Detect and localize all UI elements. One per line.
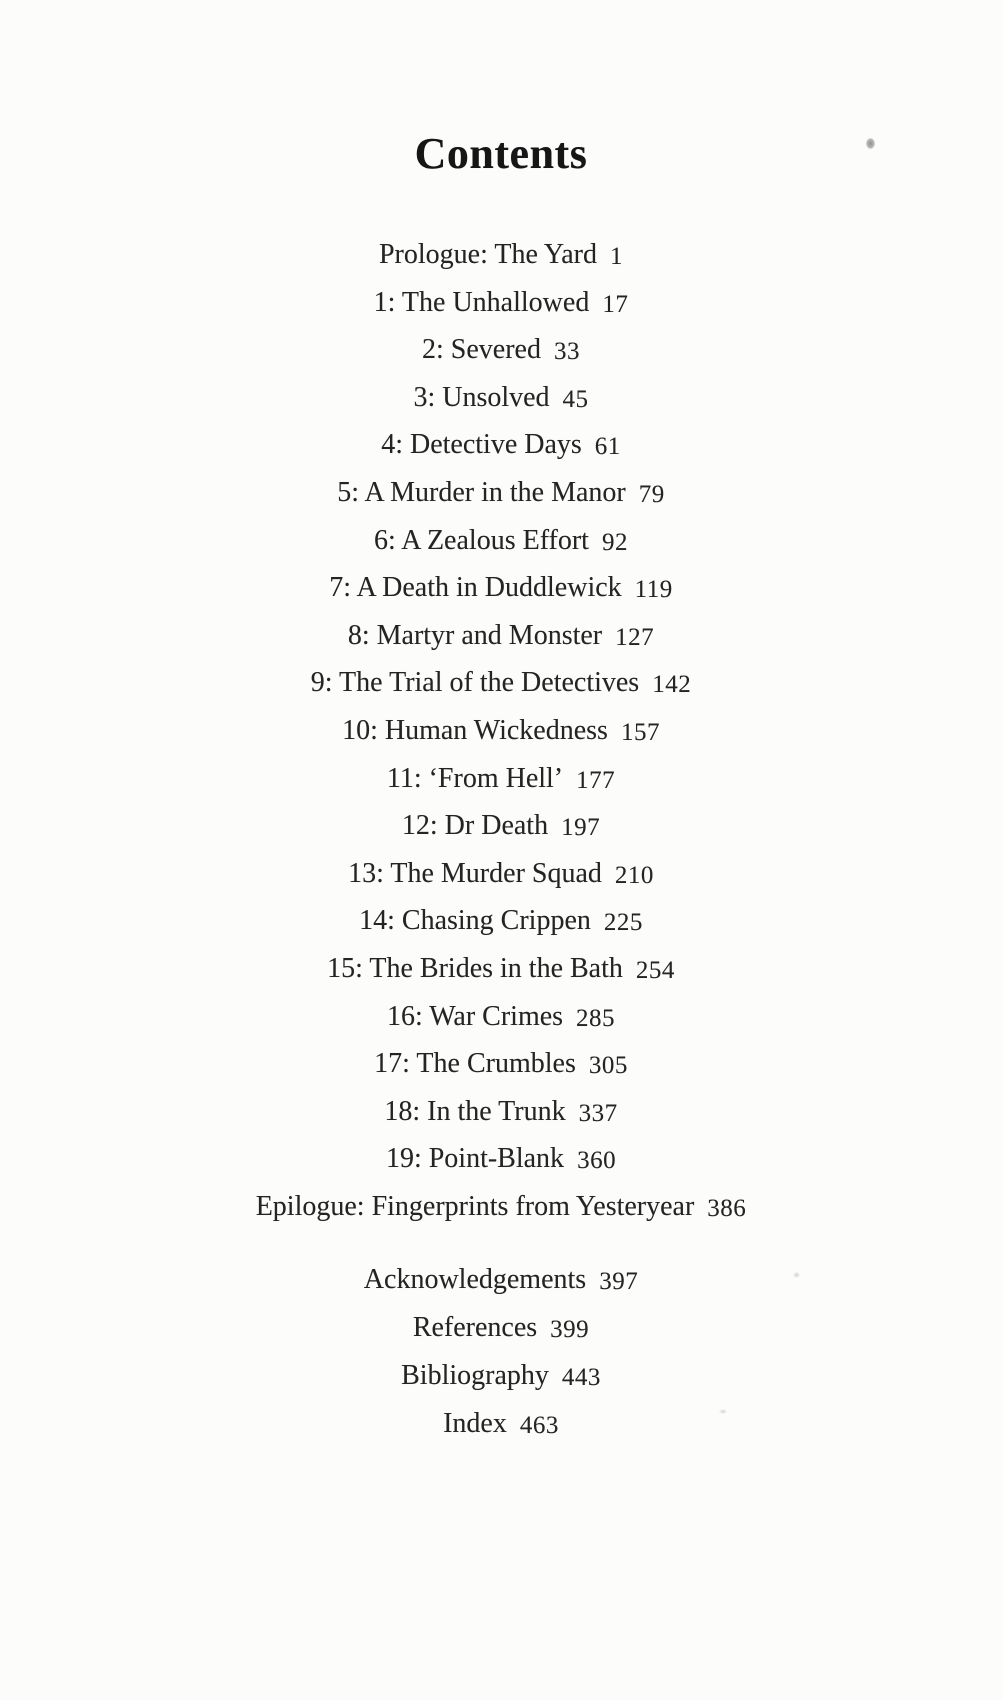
- toc-entry: [0, 421, 1002, 469]
- toc-entry: [0, 1135, 1002, 1183]
- toc-entry-label: 13: The Murder Squad: [348, 857, 602, 889]
- toc-entry-page: 1: [610, 243, 624, 270]
- toc-entry: [0, 755, 1002, 803]
- toc-entry-label: 4: Detective Days: [381, 429, 582, 461]
- page-title: Contents: [414, 129, 588, 178]
- backmatter-entry: [0, 1304, 1002, 1352]
- toc-entry: [0, 279, 1002, 327]
- toc-entry-label: 17: The Crumbles: [374, 1048, 576, 1080]
- toc-entry-page: 92: [601, 528, 628, 556]
- toc-entry: [0, 707, 1002, 755]
- backmatter-entry: [0, 1400, 1002, 1448]
- toc-entry: [0, 1040, 1002, 1088]
- toc-entry-page: 225: [603, 909, 643, 937]
- toc-entry-label: 11: ‘From Hell’: [386, 762, 564, 794]
- toc-entry: [0, 993, 1002, 1041]
- toc-entry: [0, 564, 1002, 612]
- toc-entry: [0, 802, 1002, 850]
- backmatter-entry-label: Bibliography: [401, 1360, 549, 1392]
- toc-entry-page: 210: [614, 861, 654, 889]
- toc-entry-label: 1: The Unhallowed: [373, 286, 590, 318]
- toc-entry-label: 8: Martyr and Monster: [347, 619, 603, 651]
- toc-entry-label: 5: A Murder in the Manor: [337, 476, 626, 508]
- toc-entry: [0, 897, 1002, 945]
- toc-entry-label: 7: A Death in Duddlewick: [329, 572, 622, 604]
- toc-entry-label: 12: Dr Death: [401, 810, 549, 842]
- backmatter-entry-page: 397: [599, 1268, 639, 1296]
- toc-entry: [0, 1088, 1002, 1136]
- toc-entry: [0, 374, 1002, 422]
- toc-list: [0, 231, 1002, 1448]
- backmatter-entry: [0, 1352, 1002, 1400]
- toc-entry-page: 305: [588, 1052, 628, 1080]
- backmatter-entry-label: Index: [443, 1408, 507, 1440]
- toc-entry-page: 79: [638, 480, 665, 508]
- toc-entry-page: 45: [562, 385, 589, 413]
- toc-entry-page: 33: [553, 338, 580, 366]
- backmatter-entry-label: References: [412, 1312, 538, 1344]
- toc-entry-page: 127: [615, 623, 655, 651]
- toc-entry-page: 61: [594, 433, 621, 461]
- toc-entry-page: 197: [561, 814, 601, 842]
- toc-entry: [0, 1183, 1002, 1231]
- toc-entry: [0, 326, 1002, 374]
- toc-entry-page: 17: [602, 290, 629, 318]
- toc-entry: [0, 945, 1002, 993]
- backmatter-entry-page: 443: [561, 1364, 601, 1392]
- toc-entry-label: 19: Point-Blank: [385, 1143, 565, 1175]
- toc-entry-page: 157: [620, 718, 660, 746]
- toc-entry-page: 337: [578, 1099, 618, 1127]
- toc-entry-label: 18: In the Trunk: [384, 1095, 566, 1127]
- backmatter-entry-label: Acknowledgements: [363, 1264, 587, 1296]
- backmatter-entry-page: 399: [550, 1316, 590, 1344]
- toc-entry-label: 10: Human Wickedness: [342, 714, 608, 746]
- toc-entry: [0, 517, 1002, 565]
- toc-entry-page: 177: [576, 766, 616, 794]
- toc-entry-page: 142: [652, 671, 692, 699]
- toc-entry-page: 254: [635, 956, 675, 984]
- toc-entry: [0, 231, 1002, 279]
- toc-entry-label: 6: A Zealous Effort: [374, 524, 589, 556]
- toc-entry-label: 14: Chasing Crippen: [359, 905, 591, 937]
- toc-entry-page: 119: [634, 576, 673, 604]
- toc-entry: [0, 850, 1002, 898]
- toc-entry-label: 9: The Trial of the Detectives: [310, 667, 640, 699]
- toc-entry-page: 285: [576, 1004, 616, 1032]
- toc-entry-label: 16: War Crimes: [386, 1000, 564, 1032]
- toc-entry: [0, 612, 1002, 660]
- toc-entry-label: Epilogue: Fingerprints from Yesteryear: [255, 1190, 695, 1222]
- toc-entry-label: 3: Unsolved: [413, 381, 550, 413]
- toc-entry-page: 386: [707, 1194, 747, 1222]
- toc-entry-label: 2: Severed: [422, 334, 541, 366]
- backmatter-entry-page: 463: [519, 1412, 559, 1440]
- toc-entry-label: 15: The Brides in the Bath: [327, 952, 623, 984]
- toc-entry-label: Prologue: The Yard: [378, 239, 598, 270]
- toc-entry: [0, 659, 1002, 707]
- backmatter-entry: [0, 1256, 1002, 1304]
- toc-entry: [0, 469, 1002, 517]
- backmatter-list: [0, 1256, 1002, 1448]
- toc-entry-page: 360: [577, 1147, 617, 1175]
